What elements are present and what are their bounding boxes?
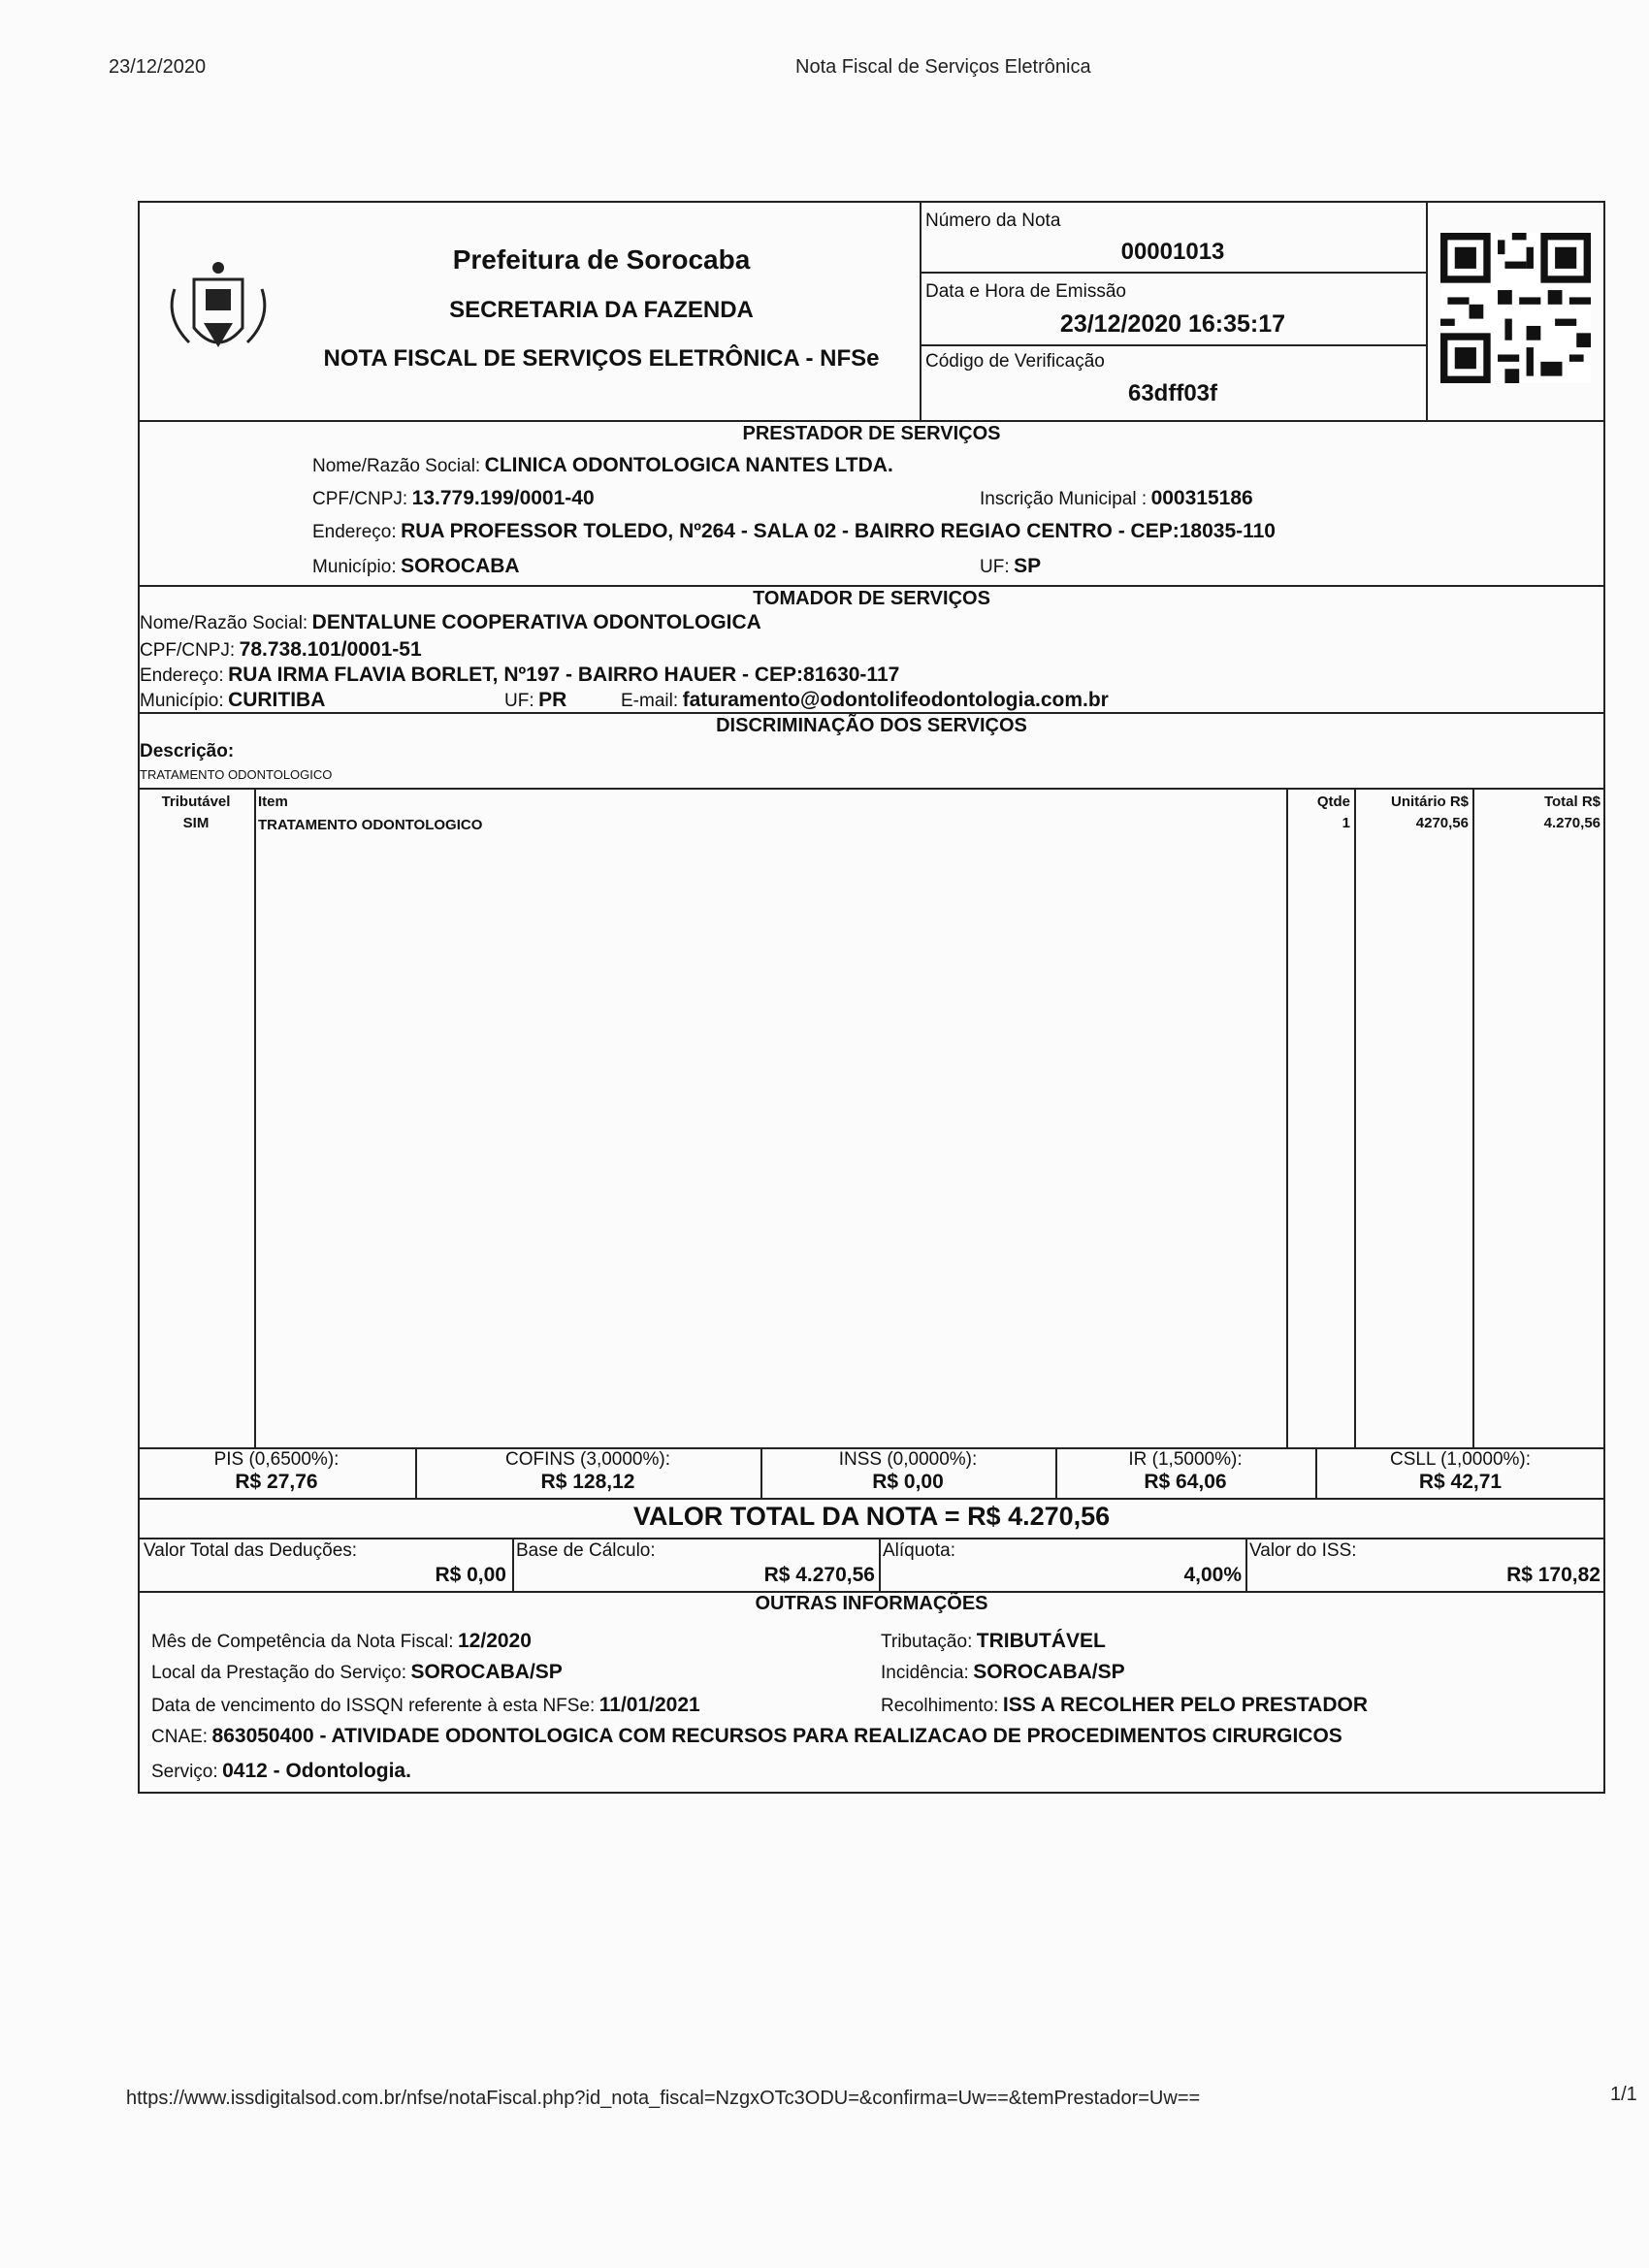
row-qtde: 1 [1342, 815, 1350, 831]
tomador-cnpj-label: CPF/CNPJ: [140, 640, 236, 661]
tomador-email-value: faturamento@odontolifeodontologia.com.br [682, 689, 1109, 711]
pis-label: PIS (0,6500%): [213, 1449, 340, 1470]
tomador-email [621, 689, 1109, 712]
vencimento-value: 11/01/2021 [598, 1694, 700, 1716]
local-value: SOROCABA/SP [410, 1661, 563, 1683]
prestador-nome [312, 454, 893, 477]
tomador-municipio-value: CURITIBA [228, 689, 326, 711]
tomador-nome-value: DENTALUNE COOPERATIVA ODONTOLOGICA [311, 611, 761, 633]
row-tributavel: SIM [182, 815, 210, 831]
dept-name: SECRETARIA DA FAZENDA [449, 297, 754, 323]
org-name: Prefeitura de Sorocaba [452, 244, 751, 275]
prestador-im [980, 487, 1253, 510]
tomador-uf [504, 689, 566, 712]
prestador-municipio [312, 555, 520, 578]
codigo-label: Código de Verificação [925, 351, 1105, 372]
recolhimento-label: Recolhimento: [881, 1696, 999, 1716]
valor-total: VALOR TOTAL DA NOTA = R$ 4.270,56 [632, 1502, 1111, 1531]
print-date: 23/12/2020 [109, 56, 207, 78]
tomador-uf-label: UF: [504, 691, 534, 711]
inss-cell [762, 1449, 1053, 1494]
aliquota-value: 4,00% [1183, 1564, 1242, 1586]
prestador-uf [980, 555, 1041, 578]
tomador-cnpj [140, 638, 422, 662]
prestador-municipio-value: SOROCABA [401, 555, 520, 577]
prestador-cnpj-label: CPF/CNPJ: [312, 489, 408, 509]
pis-cell [140, 1449, 413, 1494]
cnae-label: CNAE: [151, 1727, 209, 1747]
deducoes-label: Valor Total das Deduções: [144, 1540, 358, 1561]
tomador-municipio-label: Município: [140, 691, 224, 711]
aliquota-label: Alíquota: [883, 1540, 955, 1561]
row-unitario: 4270,56 [1415, 815, 1469, 831]
descricao-label: Descrição: [140, 741, 235, 761]
numero-label: Número da Nota [925, 211, 1061, 231]
col-qtde: Qtde [1316, 794, 1350, 810]
qr-code-icon [1440, 233, 1591, 383]
tomador-endereco-label: Endereço: [140, 665, 224, 686]
ir-value: R$ 64,06 [1144, 1471, 1227, 1493]
prestador-im-value: 000315186 [1150, 487, 1253, 509]
incidencia-value: SOROCABA/SP [973, 1661, 1125, 1683]
codigo-value: 63dff03f [1127, 380, 1218, 406]
local-label: Local da Prestação do Serviço: [151, 1663, 406, 1683]
prestador-endereco-value: RUA PROFESSOR TOLEDO, Nº264 - SALA 02 - BAIRRO REGIAO CENTRO - CEP:18035-110 [401, 520, 1276, 542]
tomador-endereco-value: RUA IRMA FLAVIA BORLET, Nº197 - BAIRRO HAUER - CEP:81630-117 [228, 664, 900, 686]
tomador-section-title: TOMADOR DE SERVIÇOS [753, 588, 990, 609]
incidencia [881, 1661, 1125, 1684]
tomador-uf-value: PR [538, 689, 567, 711]
tomador-nome-label: Nome/Razão Social: [140, 613, 308, 633]
tomador-endereco [140, 664, 899, 687]
iss-value: R$ 170,82 [1506, 1564, 1600, 1586]
prestador-endereco [312, 520, 1276, 543]
prestador-municipio-label: Município: [312, 557, 397, 577]
row-item: TRATAMENTO ODONTOLOGICO [258, 817, 483, 833]
servicos-section-title: DISCRIMINAÇÃO DOS SERVIÇOS [716, 715, 1027, 736]
prestador-nome-value: CLINICA ODONTOLOGICA NANTES LTDA. [484, 454, 893, 476]
page-number: 1/1 [1610, 2084, 1637, 2105]
inss-value: R$ 0,00 [872, 1471, 944, 1493]
vencimento [151, 1694, 700, 1717]
prestador-cnpj [312, 487, 595, 510]
tomador-email-label: E-mail: [621, 691, 679, 711]
csll-cell [1317, 1449, 1603, 1494]
numero-value: 00001013 [1120, 239, 1225, 265]
data-value: 23/12/2020 16:35:17 [1059, 310, 1286, 338]
prestador-nome-label: Nome/Razão Social: [312, 456, 481, 476]
doc-title: NOTA FISCAL DE SERVIÇOS ELETRÔNICA - NFSe [323, 345, 880, 372]
csll-value: R$ 42,71 [1418, 1471, 1503, 1493]
tributacao [881, 1630, 1106, 1653]
prestador-section-title: PRESTADOR DE SERVIÇOS [742, 423, 1001, 444]
servico-label: Serviço: [151, 1762, 218, 1782]
pis-value: R$ 27,76 [235, 1471, 318, 1493]
recolhimento-value: ISS A RECOLHER PELO PRESTADOR [1002, 1694, 1368, 1716]
cnae [151, 1725, 1342, 1748]
inss-label: INSS (0,0000%): [838, 1449, 978, 1470]
local-prestacao [151, 1661, 563, 1684]
vencimento-label: Data de vencimento do ISSQN referente à esta NFSe: [151, 1696, 596, 1716]
tributacao-value: TRIBUTÁVEL [976, 1630, 1106, 1652]
prestador-uf-value: SP [1014, 555, 1042, 577]
csll-label: CSLL (1,0000%): [1389, 1449, 1532, 1470]
print-title: Nota Fiscal de Serviços Eletrônica [795, 56, 1091, 78]
recolhimento [881, 1694, 1368, 1717]
tomador-nome [140, 611, 761, 634]
ir-label: IR (1,5000%): [1128, 1449, 1243, 1470]
iss-label: Valor do ISS: [1249, 1540, 1357, 1561]
tributacao-label: Tributação: [881, 1632, 973, 1652]
row-total: 4.270,56 [1543, 815, 1600, 831]
col-total: Total R$ [1543, 794, 1600, 810]
cofins-label: COFINS (3,0000%): [505, 1449, 670, 1470]
competencia-value: 12/2020 [458, 1630, 532, 1652]
cofins-value: R$ 128,12 [540, 1471, 635, 1493]
prestador-endereco-label: Endereço: [312, 522, 397, 542]
tomador-municipio [140, 689, 325, 712]
data-label: Data e Hora de Emissão [925, 281, 1126, 302]
competencia-label: Mês de Competência da Nota Fiscal: [151, 1632, 454, 1652]
prestador-uf-label: UF: [980, 557, 1010, 577]
cofins-cell [417, 1449, 759, 1494]
col-tributavel: Tributável [161, 794, 231, 810]
tomador-cnpj-value: 78.738.101/0001-51 [239, 638, 422, 661]
base-value: R$ 4.270,56 [763, 1564, 875, 1586]
col-unitario: Unitário R$ [1390, 794, 1469, 810]
competencia [151, 1630, 532, 1653]
descricao-value: TRATAMENTO ODONTOLOGICO [140, 767, 333, 782]
sorocaba-coat-of-arms-icon [155, 250, 281, 376]
col-item: Item [258, 794, 288, 810]
print-url: https://www.issdigitalsod.com.br/nfse/notaFiscal.php?id_nota_fiscal=NzgxOTc3ODU=&confirma=Uw==&temPrestador=Uw== [126, 2088, 1201, 2109]
incidencia-label: Incidência: [881, 1663, 969, 1683]
base-label: Base de Cálculo: [516, 1540, 656, 1561]
deducoes-value: R$ 0,00 [435, 1564, 506, 1586]
prestador-cnpj-value: 13.779.199/0001-40 [411, 487, 595, 509]
cnae-value: 863050400 - ATIVIDADE ODONTOLOGICA COM RECURSOS PARA REALIZACAO DE PROCEDIMENTOS CIRURGICOS [211, 1725, 1342, 1747]
servico-value: 0412 - Odontologia. [222, 1760, 411, 1782]
prestador-im-label: Inscrição Municipal : [980, 489, 1148, 509]
ir-cell [1057, 1449, 1313, 1494]
servico [151, 1760, 411, 1783]
outras-section-title: OUTRAS INFORMAÇÕES [755, 1593, 988, 1614]
